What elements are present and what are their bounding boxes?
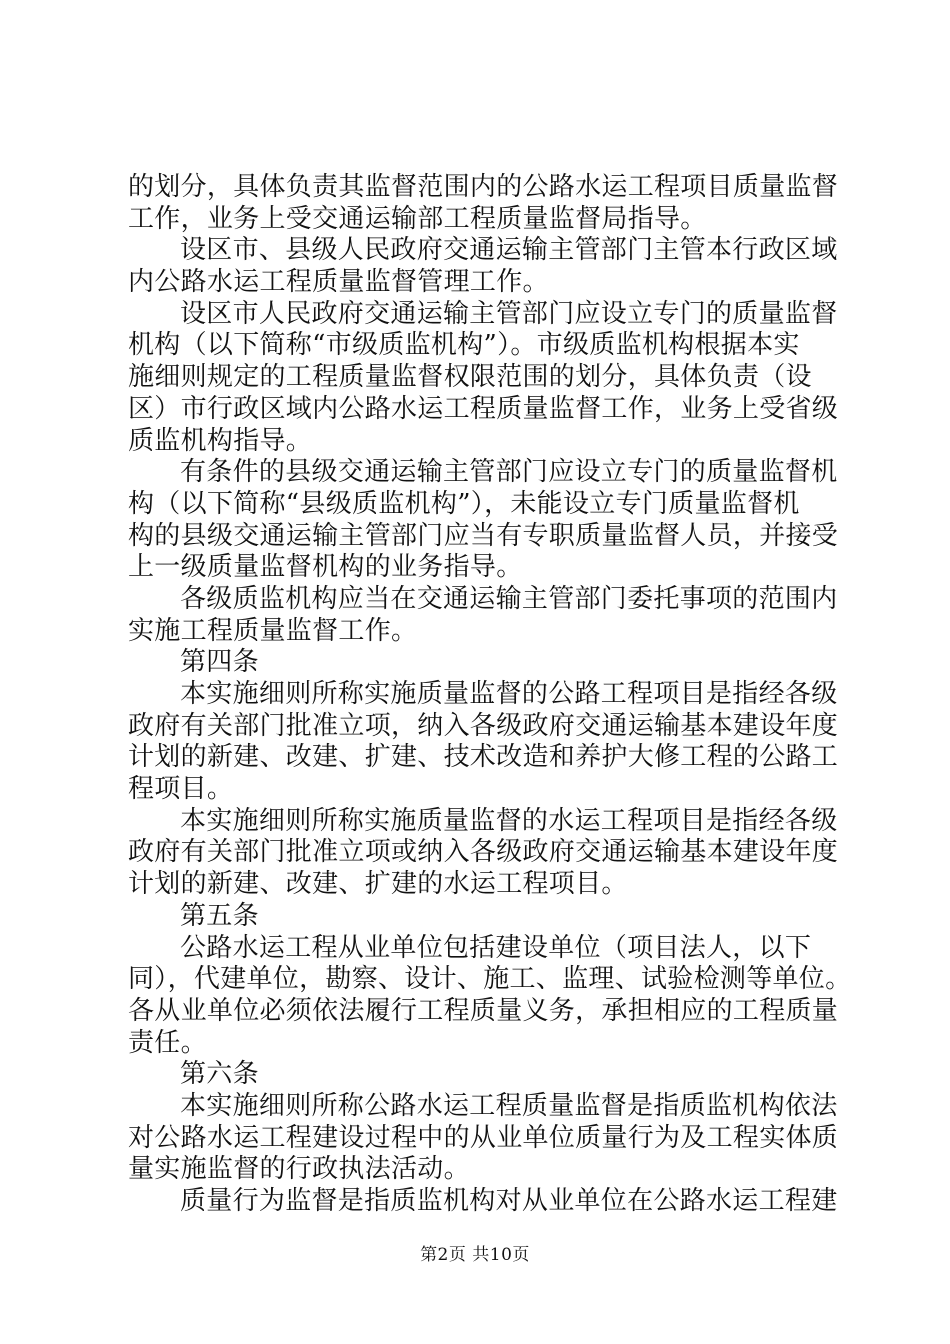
text-line: 本实施细则所称实施质量监督的公路工程项目是指经各级 xyxy=(180,679,838,709)
text-line: 政府有关部门批准立项或纳入各级政府交通运输基本建设年度 xyxy=(128,837,839,868)
text-line: 质监机构指导。 xyxy=(128,425,313,456)
text-line: 计划的新建、改建、扩建的水运工程项目。 xyxy=(128,869,628,900)
text-line: 工作，业务上受交通运输部工程质量监督局指导。 xyxy=(128,203,707,234)
text-line: 质量行为监督是指质监机构对从业单位在公路水运工程建 xyxy=(180,1186,838,1216)
text-line: 政府有关部门批准立项，纳入各级政府交通运输基本建设年度 xyxy=(128,710,839,741)
text-line: 区）市行政区域内公路水运工程质量监督工作，业务上受省级 xyxy=(128,393,839,424)
text-line: 同），代建单位，勘察、设计、施工、监理、试验检测等单位。 xyxy=(128,964,852,995)
text-line: 机构（以下简称“市级质监机构”）。市级质监机构根据本实 xyxy=(128,330,800,361)
document-body xyxy=(128,172,852,1218)
text-line: 本实施细则所称实施质量监督的水运工程项目是指经各级 xyxy=(180,805,838,836)
article-heading: 第五条 xyxy=(180,900,259,931)
text-line: 各从业单位必须依法履行工程质量义务，承担相应的工程质量 xyxy=(128,995,839,1026)
article-heading: 第六条 xyxy=(180,1059,259,1090)
text-line: 各级质监机构应当在交通运输主管部门委托事项的范围内 xyxy=(180,583,838,614)
text-line: 设区市人民政府交通运输主管部门应设立专门的质量监督 xyxy=(180,298,838,329)
text-line: 上一级质量监督机构的业务指导。 xyxy=(128,552,523,583)
text-line: 内公路水运工程质量监督管理工作。 xyxy=(128,267,549,298)
text-line: 公路水运工程从业单位包括建设单位（项目法人，以下 xyxy=(180,932,812,963)
text-line: 计划的新建、改建、扩建、技术改造和养护大修工程的公路工 xyxy=(128,742,839,773)
page-number-footer: 第2页 共10页 xyxy=(420,1245,530,1265)
article-heading: 第四条 xyxy=(180,647,259,678)
text-line: 对公路水运工程建设过程中的从业单位质量行为及工程实体质 xyxy=(128,1122,839,1153)
text-line: 责任。 xyxy=(128,1027,207,1058)
text-line: 施细则规定的工程质量监督权限范围的划分，具体负责（设 xyxy=(128,362,812,393)
text-line: 本实施细则所称公路水运工程质量监督是指质监机构依法 xyxy=(180,1090,838,1121)
text-line: 实施工程质量监督工作。 xyxy=(128,615,418,646)
text-line: 程项目。 xyxy=(128,774,234,805)
text-line: 量实施监督的行政执法活动。 xyxy=(128,1154,470,1185)
text-line: 有条件的县级交通运输主管部门应设立专门的质量监督机 xyxy=(180,457,838,488)
text-line: 构的县级交通运输主管部门应当有专职质量监督人员，并接受 xyxy=(128,520,839,551)
text-line: 构（以下简称“县级质监机构”），未能设立专门质量监督机 xyxy=(128,488,800,519)
text-line: 的划分，具体负责其监督范围内的公路水运工程项目质量监督 xyxy=(128,172,839,202)
text-line: 设区市、县级人民政府交通运输主管部门主管本行政区域 xyxy=(180,235,838,266)
